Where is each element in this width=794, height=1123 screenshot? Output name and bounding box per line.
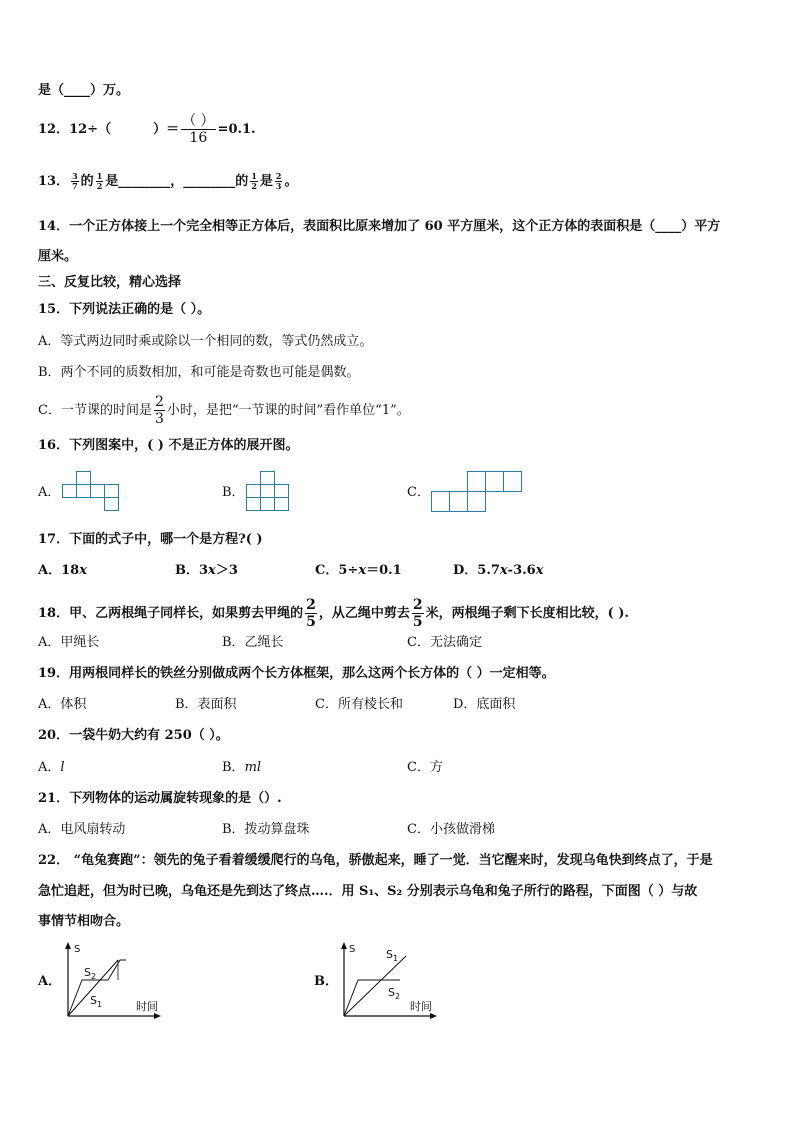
q18-pre: 18．甲、乙两根绳子同样长，如果剪去甲绳的 bbox=[38, 606, 304, 621]
q12-part-a: 12÷（ bbox=[69, 122, 112, 137]
q15-c-fn: 2 bbox=[154, 394, 164, 410]
q17-d-var: x bbox=[499, 563, 508, 578]
q20-b-value: ml bbox=[244, 760, 262, 775]
q19-option-a: A．体积 bbox=[38, 697, 87, 712]
q18-fraction1 bbox=[305, 597, 317, 630]
q17-d-var2: x bbox=[535, 563, 544, 578]
q17-c-label: C． bbox=[315, 563, 339, 578]
q13-blank1: ________ bbox=[118, 174, 171, 189]
q11-blank: ____ bbox=[64, 83, 91, 98]
net-figure-c bbox=[431, 471, 523, 515]
q20-option-c: C．方 bbox=[407, 760, 443, 775]
q17-a-value: 18 bbox=[61, 563, 80, 578]
graph-b-y-label: S bbox=[349, 944, 356, 955]
q11-tail bbox=[38, 83, 129, 99]
q18-fd: 5 bbox=[306, 614, 316, 630]
q20-a-value: l bbox=[60, 760, 65, 775]
q16-option-c-label: C． bbox=[407, 485, 430, 500]
q13-t1: 的 bbox=[80, 174, 94, 189]
q20-option-b bbox=[222, 760, 261, 776]
q15-c-pre: C．一节课的时间是 bbox=[38, 403, 152, 418]
question-22-line2: 急忙追赶，但为时已晚，乌龟还是先到达了终点….．用 S₁、S₂ 分别表示乌龟和兔子所行的路程，下面图（ ）与故 bbox=[38, 884, 698, 899]
q13-t6: 。 bbox=[284, 174, 298, 189]
q12-frac-den: 16 bbox=[189, 130, 208, 146]
question-15-stem: 15．下列说法正确的是（ ）。 bbox=[38, 302, 211, 317]
q18-option-b: B．乙绳长 bbox=[222, 635, 284, 650]
question-14-line1: 14．一个正方体接上一个完全相等正方体后，表面积比原来增加了 60 平方厘米，这个正方体的表面积是（____）平方 bbox=[38, 219, 721, 234]
q17-b-var: x bbox=[208, 563, 216, 578]
q19-option-c: C．所有棱长和 bbox=[315, 697, 403, 712]
q21-option-b: B．拨动算盘珠 bbox=[222, 822, 310, 837]
question-22-line3: 事情节相吻合。 bbox=[38, 914, 130, 929]
q15-c-post: 小时，是把“一节课的时间”看作单位“1”。 bbox=[166, 403, 410, 418]
q12-frac-num: （ ） bbox=[182, 113, 215, 129]
q22-option-b-label: B． bbox=[314, 974, 338, 989]
question-16-stem: 16．下列图案中，( ) 不是正方体的展开图。 bbox=[38, 438, 299, 453]
q13-f1n: 3 bbox=[72, 171, 78, 181]
q13-t5: 是 bbox=[259, 174, 273, 189]
q13-frac2 bbox=[96, 172, 104, 191]
q17-d-a: 5.7 bbox=[477, 563, 500, 578]
q13-f2d: 2 bbox=[96, 181, 103, 191]
q13-frac3 bbox=[250, 172, 258, 191]
q17-d-b: -3.6 bbox=[507, 563, 536, 578]
graph-a-x-label: 时间 bbox=[136, 1000, 158, 1013]
q17-option-d bbox=[453, 563, 543, 579]
q17-c-a: 5÷ bbox=[338, 563, 359, 578]
q18-fn: 2 bbox=[306, 597, 316, 613]
graph-a-y-label: S bbox=[74, 944, 81, 955]
q17-option-c bbox=[315, 563, 402, 579]
q13-number: 13． bbox=[38, 174, 70, 189]
question-20-stem: 20．一袋牛奶大约有 250（ ）。 bbox=[38, 728, 229, 743]
q17-option-a bbox=[38, 563, 87, 579]
graph-a-line1-label: $S_2$ bbox=[84, 966, 97, 981]
q20-option-a bbox=[38, 760, 65, 776]
graph-a bbox=[60, 940, 170, 1022]
q17-d-label: D． bbox=[453, 563, 478, 578]
graph-b bbox=[336, 940, 446, 1022]
q17-a-label: A． bbox=[38, 563, 62, 578]
q12-number: 12． bbox=[38, 122, 70, 137]
q11-suffix: ）万。 bbox=[90, 83, 130, 98]
graph-b-line1-label: $S_1$ bbox=[386, 948, 399, 963]
q17-c-b: ＝0.1 bbox=[366, 563, 402, 578]
q21-option-c: C．小孩做滑梯 bbox=[407, 822, 495, 837]
graph-b-x-label: 时间 bbox=[410, 1000, 432, 1013]
q18-option-a: A．甲绳长 bbox=[38, 635, 100, 650]
q13-f4n: 2 bbox=[275, 171, 282, 181]
q15-c-fraction bbox=[154, 394, 165, 427]
q18-option-c: C．无法确定 bbox=[407, 635, 482, 650]
q12-part-c: =0.1. bbox=[217, 122, 256, 137]
graph-a-line2-label: $S_1$ bbox=[90, 994, 103, 1009]
section-3-heading: 三、反复比较，精心选择 bbox=[38, 275, 182, 290]
question-22-line1: 22． “龟兔赛跑”：领先的兔子看着缓缓爬行的乌龟，骄傲起来，睡了一觉．当它醒来时，发现乌龟快到终点了，于是 bbox=[38, 853, 713, 868]
q17-c-var: x bbox=[358, 563, 367, 578]
q11-prefix: 是（ bbox=[38, 83, 65, 98]
q13-f1d: 7 bbox=[72, 181, 78, 191]
net-figure-b bbox=[246, 471, 292, 515]
q22-option-a-label: A． bbox=[38, 974, 62, 989]
q19-option-b: B．表面积 bbox=[175, 697, 237, 712]
q17-b-b: ＞3 bbox=[215, 563, 238, 578]
q13-t3: ， bbox=[170, 174, 184, 189]
question-17-stem: 17．下面的式子中，哪一个是方程?( ) bbox=[38, 532, 263, 547]
q13-frac1 bbox=[71, 172, 79, 191]
q16-option-b-label: B． bbox=[222, 485, 245, 500]
q18-post: 米，两根绳子剩下长度相比较，( ). bbox=[425, 606, 629, 621]
q21-option-a: A．电风扇转动 bbox=[38, 822, 126, 837]
q13-frac4 bbox=[275, 172, 283, 191]
q18-fraction2 bbox=[412, 597, 424, 630]
net-figure-a bbox=[62, 471, 122, 514]
q18-mid: ，从乙绳中剪去 bbox=[318, 606, 410, 621]
q12-part-b: ）＝ bbox=[153, 122, 180, 137]
q13-f2n: 1 bbox=[96, 171, 103, 181]
question-13 bbox=[38, 172, 298, 191]
q17-b-label: B． bbox=[175, 563, 199, 578]
q13-f3n: 1 bbox=[251, 171, 257, 181]
q13-t4: 的 bbox=[235, 174, 249, 189]
question-21-stem: 21．下列物体的运动属旋转现象的是（）. bbox=[38, 791, 282, 806]
q13-f3d: 2 bbox=[251, 181, 257, 191]
question-12 bbox=[38, 113, 256, 146]
q17-option-b bbox=[175, 563, 238, 579]
q19-option-d: D．底面积 bbox=[453, 697, 516, 712]
q20-b-label: B． bbox=[222, 760, 245, 775]
q17-b-a: 3 bbox=[199, 563, 209, 578]
question-15-option-c bbox=[38, 394, 410, 427]
q18-fd2: 5 bbox=[412, 614, 423, 630]
q13-f4d: 3 bbox=[275, 181, 282, 191]
question-15-option-a: A．等式两边同时乘或除以一个相同的数，等式仍然成立。 bbox=[38, 334, 373, 349]
q13-t2: 是 bbox=[105, 174, 119, 189]
question-19-stem: 19．用两根同样长的铁丝分别做成两个长方体框架，那么这两个长方体的（ ）一定相等。 bbox=[38, 666, 555, 681]
q20-a-label: A． bbox=[38, 760, 61, 775]
q17-a-var: x bbox=[79, 563, 87, 578]
question-14-line2: 厘米。 bbox=[38, 249, 78, 264]
q16-option-a-label: A． bbox=[38, 485, 61, 500]
q15-c-fd: 3 bbox=[154, 411, 164, 427]
q18-fn2: 2 bbox=[412, 597, 423, 613]
graph-b-line2-label: $S_2$ bbox=[388, 986, 401, 1001]
q13-blank2: ________ bbox=[183, 174, 236, 189]
question-18-stem bbox=[38, 597, 629, 630]
question-15-option-b: B．两个不同的质数相加，和可能是奇数也可能是偶数。 bbox=[38, 365, 360, 380]
q12-fraction bbox=[181, 113, 215, 146]
